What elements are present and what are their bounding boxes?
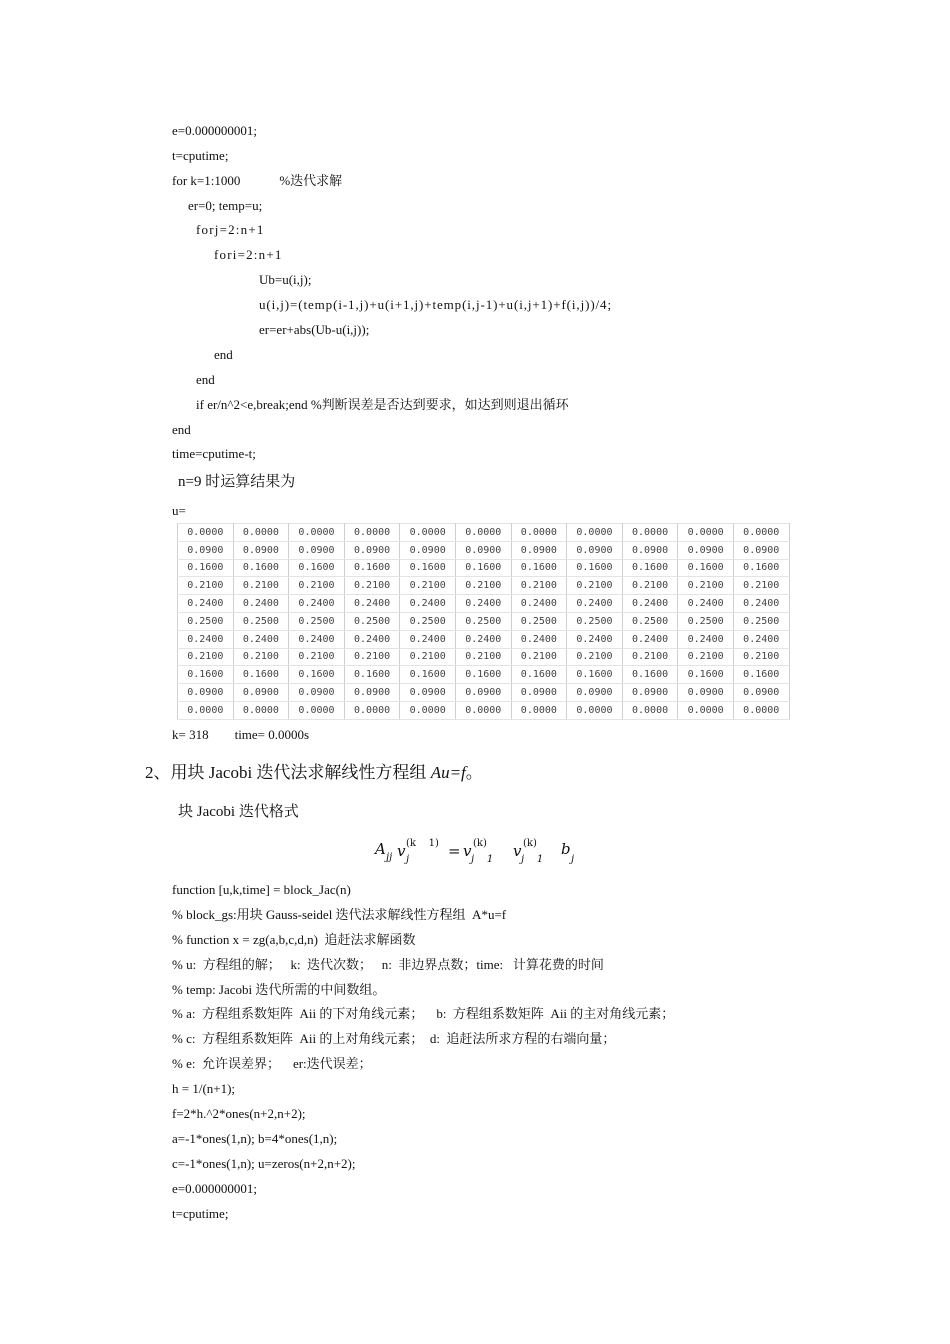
matrix-cell: 0.0000 xyxy=(511,701,567,719)
formula-v1: v xyxy=(397,842,406,860)
matrix-cell: 0.0000 xyxy=(344,701,400,719)
matrix-cell: 0.1600 xyxy=(400,559,456,577)
code-line: u(i,j)=(temp(i-1,j)+u(i+1,j)+temp(i,j-1)+u(i,j+1)+f(i,j))/4; xyxy=(259,297,612,312)
formula-v3-sub: j 1 xyxy=(521,854,544,865)
matrix-row xyxy=(178,541,790,559)
matrix-cell: 0.0900 xyxy=(178,541,234,559)
matrix-cell: 0.0900 xyxy=(289,684,345,702)
matrix-row xyxy=(178,559,790,577)
code-line: c=-1*ones(1,n); u=zeros(n+2,n+2); xyxy=(172,1156,356,1171)
matrix-cell: 0.2400 xyxy=(289,595,345,613)
matrix-cell: 0.0900 xyxy=(455,541,511,559)
matrix-cell: 0.0900 xyxy=(344,541,400,559)
matrix-cell: 0.0000 xyxy=(567,701,623,719)
matrix-cell: 0.2100 xyxy=(400,648,456,666)
matrix-cell: 0.1600 xyxy=(455,559,511,577)
matrix-cell: 0.1600 xyxy=(178,666,234,684)
matrix-cell: 0.2100 xyxy=(622,577,678,595)
formula-v1-sup: (k 1) xyxy=(406,838,439,849)
matrix-cell: 0.2500 xyxy=(511,612,567,630)
matrix-cell: 0.0000 xyxy=(622,701,678,719)
code-line: forj=2:n+1 xyxy=(196,222,265,237)
matrix-cell: 0.0000 xyxy=(455,701,511,719)
formula-v1-sub: j xyxy=(406,854,410,865)
formula-eq: = xyxy=(448,842,461,860)
matrix-cell: 0.0900 xyxy=(344,684,400,702)
matrix-cell: 0.2400 xyxy=(622,630,678,648)
formula-v2: v xyxy=(463,842,472,860)
matrix-cell: 0.0900 xyxy=(511,541,567,559)
matrix-cell: 0.0000 xyxy=(733,701,789,719)
matrix-cell: 0.1600 xyxy=(567,666,623,684)
matrix-cell: 0.2400 xyxy=(733,630,789,648)
matrix-cell: 0.0900 xyxy=(289,541,345,559)
code-line: Ub=u(i,j); xyxy=(259,272,312,287)
matrix-cell: 0.2400 xyxy=(400,630,456,648)
formula-v3: v xyxy=(513,842,522,860)
matrix-cell: 0.1600 xyxy=(178,559,234,577)
matrix-cell: 0.2100 xyxy=(289,577,345,595)
matrix-cell: 0.1600 xyxy=(678,666,734,684)
code-line: % e: 允许误差界； er:迭代误差； xyxy=(172,1056,372,1071)
matrix-row xyxy=(178,630,790,648)
formula-A: A xyxy=(375,840,386,858)
matrix-cell: 0.2500 xyxy=(678,612,734,630)
matrix-cell: 0.0900 xyxy=(678,541,734,559)
matrix-cell: 0.2500 xyxy=(400,612,456,630)
matrix-cell: 0.0900 xyxy=(233,684,289,702)
matrix-cell: 0.0000 xyxy=(455,524,511,542)
matrix-cell: 0.2100 xyxy=(344,577,400,595)
code-line: end xyxy=(214,347,233,362)
matrix-cell: 0.0900 xyxy=(733,541,789,559)
matrix-cell: 0.2100 xyxy=(733,577,789,595)
matrix-cell: 0.0000 xyxy=(178,524,234,542)
scheme-caption: 块 Jacobi 迭代格式 xyxy=(178,804,299,820)
matrix-cell: 0.0000 xyxy=(400,524,456,542)
matrix-cell: 0.2100 xyxy=(733,648,789,666)
code-line: f=2*h.^2*ones(n+2,n+2); xyxy=(172,1106,306,1121)
code-line: a=-1*ones(1,n); b=4*ones(1,n); xyxy=(172,1131,338,1146)
matrix-cell: 0.0000 xyxy=(567,524,623,542)
matrix-cell: 0.1600 xyxy=(289,666,345,684)
matrix-cell: 0.0000 xyxy=(678,701,734,719)
code-line: er=er+abs(Ub-u(i,j)); xyxy=(259,322,370,337)
matrix-cell: 0.2100 xyxy=(567,648,623,666)
jacobi-formula xyxy=(375,838,605,868)
matrix-row xyxy=(178,684,790,702)
matrix-cell: 0.2500 xyxy=(344,612,400,630)
matrix-cell: 0.0000 xyxy=(178,701,234,719)
matrix-cell: 0.2500 xyxy=(567,612,623,630)
matrix-cell: 0.2100 xyxy=(289,648,345,666)
matrix-cell: 0.2400 xyxy=(289,630,345,648)
matrix-row xyxy=(178,666,790,684)
matrix-cell: 0.1600 xyxy=(233,559,289,577)
code-line: % temp: Jacobi 迭代所需的中间数组。 xyxy=(172,982,386,997)
matrix-cell: 0.0000 xyxy=(344,524,400,542)
formula-v3-sup: (k) xyxy=(523,838,537,849)
matrix-cell: 0.2400 xyxy=(455,630,511,648)
matrix-row xyxy=(178,701,790,719)
matrix-cell: 0.2400 xyxy=(344,630,400,648)
matrix-cell: 0.2500 xyxy=(289,612,345,630)
matrix-cell: 0.0900 xyxy=(622,541,678,559)
matrix-cell: 0.0900 xyxy=(678,684,734,702)
matrix-cell: 0.0000 xyxy=(233,701,289,719)
matrix-cell: 0.2100 xyxy=(455,648,511,666)
matrix-cell: 0.0000 xyxy=(289,701,345,719)
matrix-row xyxy=(178,595,790,613)
matrix-cell: 0.0000 xyxy=(622,524,678,542)
matrix-cell: 0.1600 xyxy=(455,666,511,684)
code-line: % c: 方程组系数矩阵 Aii 的上对角线元素； d: 追赶法所求方程的右端向量； xyxy=(172,1031,616,1046)
matrix-cell: 0.1600 xyxy=(622,666,678,684)
matrix-cell: 0.0900 xyxy=(733,684,789,702)
matrix-cell: 0.0900 xyxy=(511,684,567,702)
formula-v2-sub: j 1 xyxy=(471,854,494,865)
matrix-row xyxy=(178,612,790,630)
matrix-cell: 0.2400 xyxy=(567,595,623,613)
code-line: for k=1:1000 %迭代求解 xyxy=(172,173,343,188)
code-line: end xyxy=(196,372,215,387)
matrix-cell: 0.2100 xyxy=(455,577,511,595)
matrix-cell: 0.2500 xyxy=(178,612,234,630)
matrix-cell: 0.2400 xyxy=(178,595,234,613)
matrix-cell: 0.2400 xyxy=(622,595,678,613)
matrix-cell: 0.2100 xyxy=(344,648,400,666)
section-heading xyxy=(145,758,483,783)
matrix-cell: 0.2400 xyxy=(400,595,456,613)
code-line: time=cputime-t; xyxy=(172,446,256,461)
matrix-cell: 0.2500 xyxy=(233,612,289,630)
matrix-cell: 0.2100 xyxy=(400,577,456,595)
formula-v2-sup: (k) xyxy=(473,838,487,849)
matrix-cell: 0.1600 xyxy=(567,559,623,577)
matrix-cell: 0.0900 xyxy=(622,684,678,702)
matrix-cell: 0.2400 xyxy=(678,630,734,648)
matrix-cell: 0.2500 xyxy=(622,612,678,630)
matrix-row xyxy=(178,648,790,666)
code-line: t=cputime; xyxy=(172,148,229,163)
matrix-cell: 0.0000 xyxy=(400,701,456,719)
matrix-cell: 0.2400 xyxy=(511,595,567,613)
result-line: k= 318 time= 0.0000s xyxy=(172,727,310,742)
matrix-cell: 0.1600 xyxy=(344,559,400,577)
heading-suffix: 。 xyxy=(465,763,483,782)
matrix-cell: 0.2400 xyxy=(678,595,734,613)
matrix-row xyxy=(178,524,790,542)
matrix-cell: 0.0900 xyxy=(567,684,623,702)
matrix-cell: 0.2400 xyxy=(455,595,511,613)
matrix-cell: 0.0000 xyxy=(289,524,345,542)
matrix-cell: 0.0900 xyxy=(400,541,456,559)
code-line: % block_gs:用块 Gauss-seidel 迭代法求解线性方程组 A*u=f xyxy=(172,907,507,922)
matrix-cell: 0.0000 xyxy=(511,524,567,542)
matrix-cell: 0.0900 xyxy=(455,684,511,702)
matrix-cell: 0.1600 xyxy=(233,666,289,684)
code-line: end xyxy=(172,422,191,437)
heading-prefix: 2、用块 Jacobi 迭代法求解线性方程组 xyxy=(145,763,431,782)
code-line: e=0.000000001; xyxy=(172,123,257,138)
matrix-cell: 0.0000 xyxy=(678,524,734,542)
matrix-cell: 0.2100 xyxy=(233,577,289,595)
matrix-cell: 0.1600 xyxy=(511,559,567,577)
result-caption: n=9 时运算结果为 xyxy=(178,474,296,490)
code-line: function [u,k,time] = block_Jac(n) xyxy=(172,882,351,897)
matrix-cell: 0.1600 xyxy=(344,666,400,684)
matrix-cell: 0.2100 xyxy=(567,577,623,595)
matrix-cell: 0.1600 xyxy=(511,666,567,684)
matrix-cell: 0.2100 xyxy=(678,577,734,595)
matrix-cell: 0.2500 xyxy=(733,612,789,630)
code-line: % u: 方程组的解； k: 迭代次数； n: 非边界点数；time: 计算花费的时间 xyxy=(172,957,604,972)
matrix-cell: 0.2100 xyxy=(678,648,734,666)
matrix-cell: 0.1600 xyxy=(400,666,456,684)
matrix-cell: 0.1600 xyxy=(678,559,734,577)
matrix-cell: 0.2100 xyxy=(233,648,289,666)
heading-math: Au=f xyxy=(430,763,466,782)
code-line: % function x = zg(a,b,c,d,n) 追赶法求解函数 xyxy=(172,932,416,947)
matrix-cell: 0.0900 xyxy=(233,541,289,559)
matrix-cell: 0.0900 xyxy=(567,541,623,559)
code-line: fori=2:n+1 xyxy=(214,247,283,262)
matrix-cell: 0.0000 xyxy=(733,524,789,542)
formula-A-sub: jj xyxy=(386,852,393,863)
matrix-cell: 0.2100 xyxy=(178,577,234,595)
matrix-cell: 0.1600 xyxy=(622,559,678,577)
result-matrix xyxy=(177,523,790,720)
matrix-cell: 0.0900 xyxy=(400,684,456,702)
matrix-cell: 0.1600 xyxy=(733,559,789,577)
matrix-cell: 0.2100 xyxy=(511,648,567,666)
matrix-cell: 0.2500 xyxy=(455,612,511,630)
code-line: er=0; temp=u; xyxy=(188,198,263,213)
code-line: h = 1/(n+1); xyxy=(172,1081,236,1096)
matrix-cell: 0.2400 xyxy=(233,630,289,648)
matrix-cell: 0.2400 xyxy=(178,630,234,648)
formula-b: b xyxy=(561,840,571,858)
matrix-cell: 0.2400 xyxy=(344,595,400,613)
code-line: e=0.000000001; xyxy=(172,1181,257,1196)
code-line: t=cputime; xyxy=(172,1206,229,1221)
matrix-cell: 0.2100 xyxy=(178,648,234,666)
code-line: % a: 方程组系数矩阵 Aii 的下对角线元素； b: 方程组系数矩阵 Aii 的主对角线元素； xyxy=(172,1006,675,1021)
formula-b-sub: j xyxy=(571,854,575,865)
matrix-cell: 0.2400 xyxy=(567,630,623,648)
matrix-cell: 0.1600 xyxy=(733,666,789,684)
u-label: u= xyxy=(172,503,186,518)
matrix-row xyxy=(178,577,790,595)
matrix-cell: 0.2100 xyxy=(622,648,678,666)
matrix-cell: 0.2400 xyxy=(733,595,789,613)
matrix-cell: 0.1600 xyxy=(289,559,345,577)
matrix-cell: 0.2100 xyxy=(511,577,567,595)
matrix-cell: 0.0900 xyxy=(178,684,234,702)
matrix-cell: 0.2400 xyxy=(233,595,289,613)
matrix-cell: 0.2400 xyxy=(511,630,567,648)
matrix-cell: 0.0000 xyxy=(233,524,289,542)
code-line: if er/n^2<e,break;end %判断误差是否达到要求，如达到则退出循环 xyxy=(196,397,569,412)
